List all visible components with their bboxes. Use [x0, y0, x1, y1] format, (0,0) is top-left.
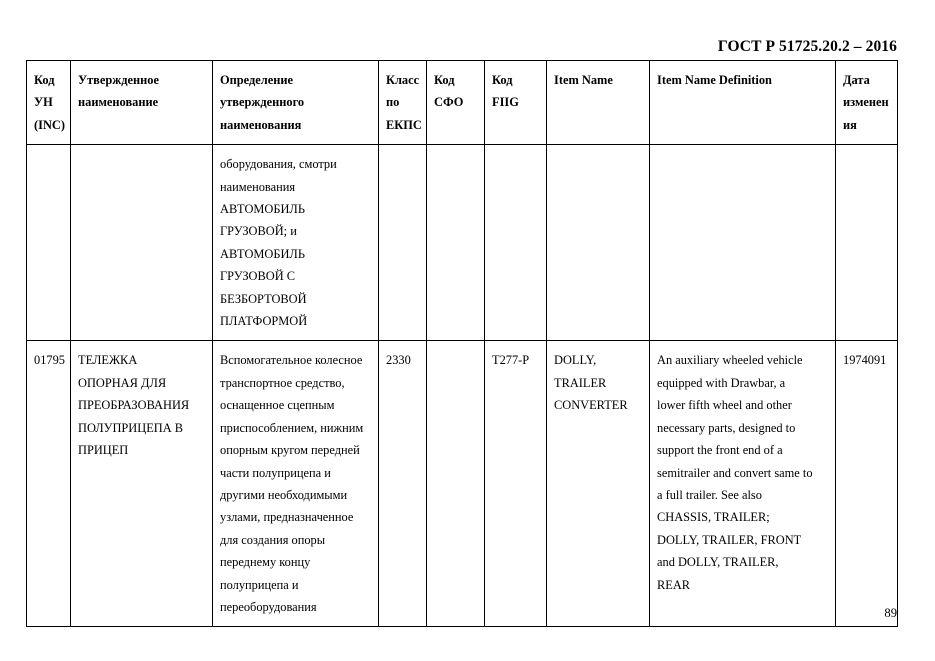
column-header-inc-code	[27, 61, 71, 145]
cell-text-line: переднему концу	[220, 555, 311, 570]
column-header-line: УН	[34, 95, 53, 110]
column-header-line: наименования	[220, 117, 302, 132]
column-header-line: по	[386, 95, 400, 110]
column-header-line: (INC)	[34, 117, 65, 132]
column-header-sfo-code	[427, 61, 485, 145]
table-body	[27, 145, 898, 627]
cell-text-line: 2330	[386, 353, 411, 368]
cell-text-line: CONVERTER	[554, 398, 628, 413]
cell-text-line: and DOLLY, TRAILER,	[657, 555, 779, 570]
column-header-item-name	[547, 61, 650, 145]
cell-text-line: полуприцепа и	[220, 577, 299, 592]
column-header-item-name-definition	[650, 61, 836, 145]
column-header-approved-name	[71, 61, 213, 145]
column-header-line: Определение	[220, 73, 294, 87]
cell-text-line: приспособлением, нижним	[220, 420, 364, 435]
column-header-fiig-code	[485, 61, 547, 145]
cell-text-line: REAR	[657, 577, 691, 592]
column-header-line: изменен	[843, 95, 889, 110]
table-cell-def	[213, 341, 379, 627]
cell-text-line: БЕЗБОРТОВОЙ	[220, 291, 307, 306]
column-header-line: Дата	[843, 73, 870, 87]
cell-text-line: оснащенное сцепным	[220, 398, 335, 413]
page-number: 89	[884, 606, 897, 620]
column-header-line: Код	[434, 73, 455, 87]
cell-text-line: для создания опоры	[220, 532, 326, 547]
cell-text-line: necessary parts, designed to	[657, 420, 796, 435]
column-header-line: Код	[492, 73, 513, 87]
cell-text-line: ГРУЗОВОЙ С	[220, 269, 296, 284]
column-header-line: СФО	[434, 95, 464, 110]
column-header-line: Класс	[386, 73, 420, 87]
table-header	[27, 61, 898, 145]
cell-text-line: a full trailer. See also	[657, 487, 762, 502]
table-cell-date	[836, 145, 898, 341]
column-header-line: Утвержденное	[78, 73, 159, 87]
table-cell-def	[213, 145, 379, 341]
cell-text-line: опорным кругом передней	[220, 443, 360, 458]
cell-text-line: support the front end of a	[657, 443, 783, 458]
cell-text-line: semitrailer and convert same to	[657, 465, 813, 480]
column-header-approved-name-definition	[213, 61, 379, 145]
cell-text-line: части полуприцепа и	[220, 465, 331, 480]
table-cell-inc	[27, 145, 71, 341]
column-header-line: FIIG	[492, 95, 519, 110]
cell-text-line: 1974091	[843, 353, 887, 368]
table-cell-date	[836, 341, 898, 627]
table-cell-ekps	[379, 145, 427, 341]
cell-text-line: ОПОРНАЯ ДЛЯ	[78, 375, 167, 390]
table-cell-sfo	[427, 341, 485, 627]
table-cell-iname	[547, 341, 650, 627]
table-cell-idef	[650, 145, 836, 341]
column-header-line: Код	[34, 73, 55, 87]
table-cell-fiig	[485, 145, 547, 341]
cell-text-line: DOLLY,	[554, 353, 597, 368]
cell-text-line: узлами, предназначенное	[220, 510, 354, 525]
cell-text-line: ПОЛУПРИЦЕПА В	[78, 420, 184, 435]
cell-text-line: DOLLY, TRAILER, FRONT	[657, 532, 802, 547]
cell-text-line: оборудования, смотри	[220, 157, 337, 172]
table-cell-name	[71, 145, 213, 341]
item-name-specification-table	[26, 60, 898, 627]
column-header-ekps-class	[379, 61, 427, 145]
column-header-change-date	[836, 61, 898, 145]
column-header-line: утвержденного	[220, 95, 305, 110]
table-cell-idef	[650, 341, 836, 627]
cell-text-line: ПЛАТФОРМОЙ	[220, 314, 308, 329]
column-header-line: ЕКПС	[386, 117, 422, 132]
table-cell-sfo	[427, 145, 485, 341]
table-row	[27, 341, 898, 627]
table-row	[27, 145, 898, 341]
column-header-line: Item Name	[554, 73, 613, 87]
column-header-line: ия	[843, 117, 857, 132]
cell-text-line: 01795	[34, 353, 65, 368]
cell-text-line: АВТОМОБИЛЬ	[220, 246, 305, 261]
table-cell-name	[71, 341, 213, 627]
cell-text-line: транспортное средство,	[220, 375, 345, 390]
cell-text-line: ГРУЗОВОЙ; и	[220, 224, 297, 239]
cell-text-line: ПРИЦЕП	[78, 443, 129, 458]
cell-text-line: ПРЕОБРАЗОВАНИЯ	[78, 398, 190, 413]
cell-text-line: CHASSIS, TRAILER;	[657, 510, 770, 525]
table-cell-fiig	[485, 341, 547, 627]
cell-text-line: An auxiliary wheeled vehicle	[657, 353, 803, 368]
column-header-line: Item Name Definition	[657, 73, 772, 87]
table-cell-iname	[547, 145, 650, 341]
cell-text-line: TRAILER	[554, 375, 607, 390]
cell-text-line: T277-P	[492, 353, 530, 368]
cell-text-line: ТЕЛЕЖКА	[78, 353, 138, 368]
table-cell-inc	[27, 341, 71, 627]
table-header-row	[27, 61, 898, 145]
cell-text-line: наименования	[220, 179, 296, 194]
cell-text-line: АВТОМОБИЛЬ	[220, 202, 305, 217]
cell-text-line: equipped with Drawbar, a	[657, 375, 786, 390]
cell-text-line: Вспомогательное колесное	[220, 353, 363, 368]
column-header-line: наименование	[78, 95, 159, 110]
cell-text-line: lower fifth wheel and other	[657, 398, 792, 413]
document-standard-header: ГОСТ Р 51725.20.2 – 2016	[717, 38, 897, 55]
cell-text-line: другими необходимыми	[220, 487, 348, 502]
cell-text-line: переоборудования	[220, 599, 317, 614]
table-cell-ekps	[379, 341, 427, 627]
